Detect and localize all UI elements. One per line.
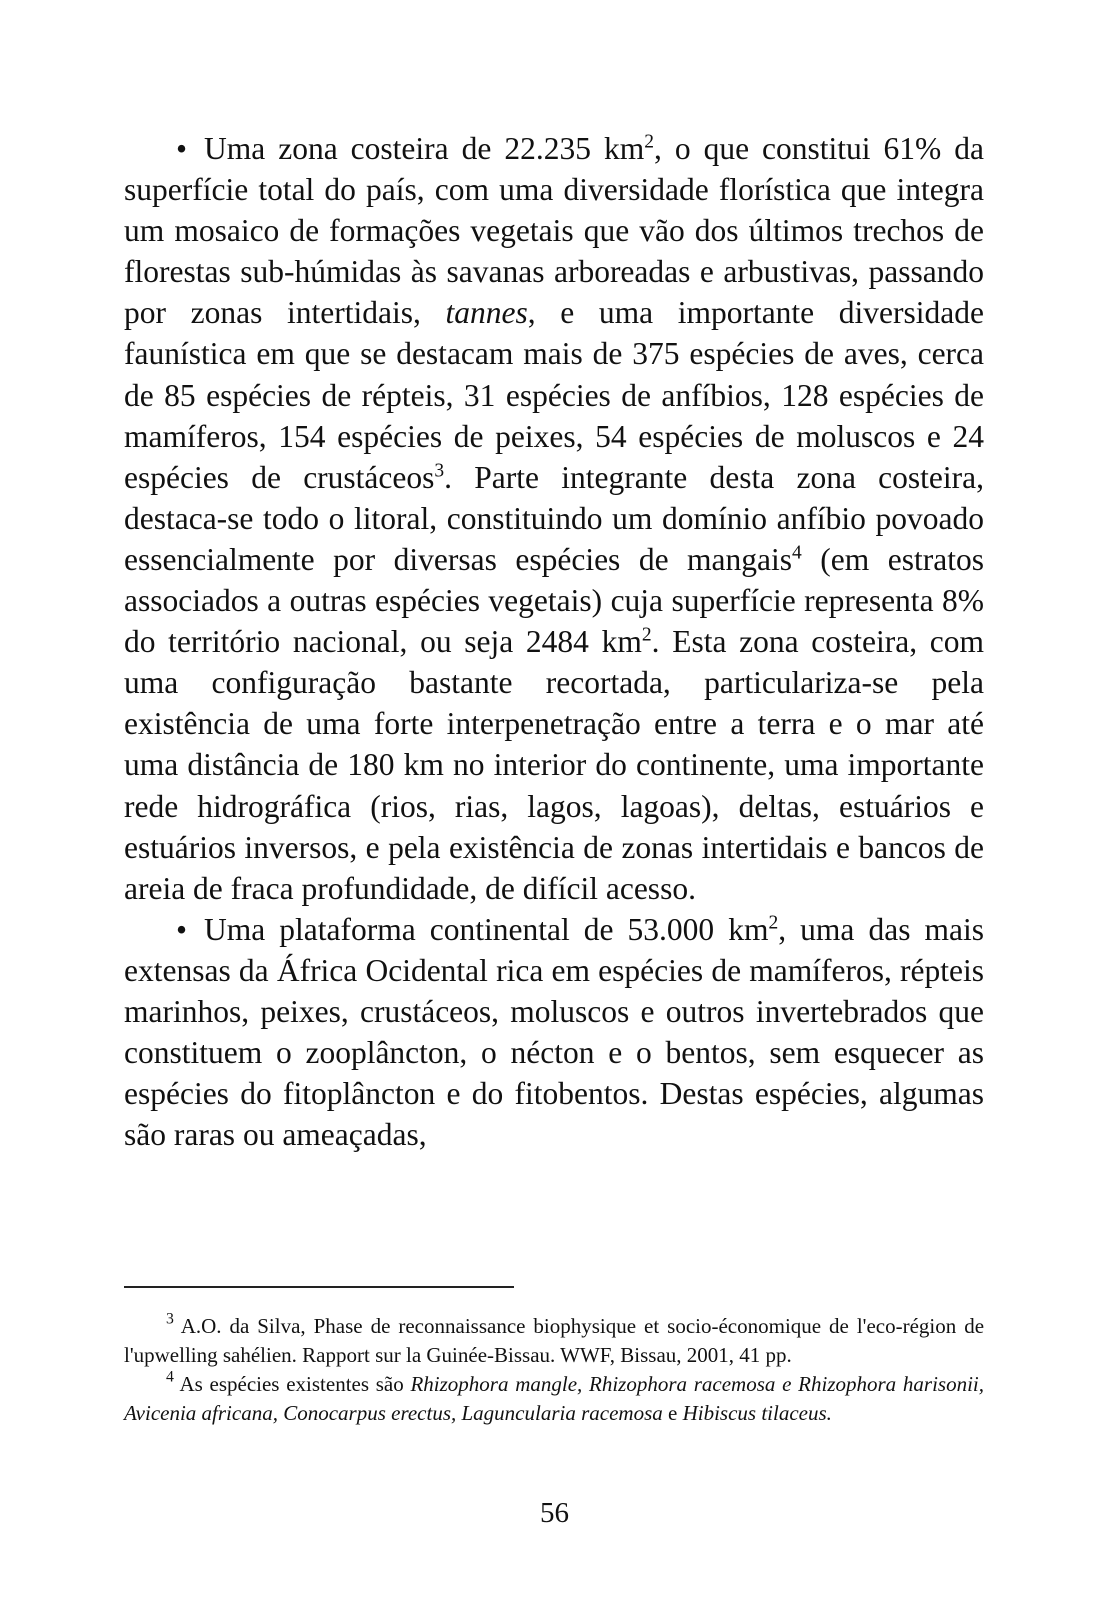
text-run: Uma zona costeira de 22.235 km [204, 131, 645, 166]
text-run: . Parte integrante desta zona costeira, destaca-se todo o litoral, constituindo um domínio anfíbio povoado essencialmente por diversas espécies de mangais [124, 459, 985, 577]
text-run: , e uma importante diversidade faunística em que se destacam mais de 375 espécies de aves, cerca de 85 espécies de répteis, 31 espécies de anfíbios, 128 espécies de mamíferos, 154 espécies de peixes, 54 espécies de moluscos e 24 espécies de crustáceos [124, 295, 984, 495]
text-run: , o que constitui 61% da superfície total do país, com uma diversidade florística que integra um mosaico de formações vegetais que vão dos últimos trechos de florestas sub-húmidas às savanas arboreadas e arbustivas, passando por zonas intertidais, [124, 131, 984, 331]
superscript: 2 [644, 131, 654, 153]
footnote-3 [124, 1312, 984, 1370]
footnote-divider [124, 1286, 514, 1288]
superscript: 2 [768, 912, 779, 934]
footnote-mark: 4 [166, 1368, 174, 1386]
footnotes [124, 1312, 984, 1428]
bullet-icon: • [176, 131, 188, 166]
footnote-4 [124, 1370, 984, 1428]
species-list: Rhizophora mangle, Rhizophora racemosa e Rhizophora harisonii, Avicenia africana, Conocarpus erectus, Laguncularia racemosa [124, 1372, 984, 1425]
footnote-text: A.O. da Silva, Phase de reconnaissance biophysique et socio-économique de l'eco-région de l'upwelling sahélien. Rapport sur la Guinée-Bissau. WWF, Bissau, 2001, 41 pp. [124, 1314, 985, 1367]
footnote-mark: 3 [166, 1310, 174, 1328]
footnote-ref-4: 4 [792, 542, 802, 564]
page-number: 56 [540, 1497, 569, 1529]
superscript: 2 [641, 624, 652, 646]
footnote-text: e [662, 1401, 683, 1425]
italic-term: tannes [445, 295, 528, 331]
footnote-ref-3: 3 [434, 460, 445, 482]
bullet-icon: • [176, 911, 188, 947]
text-run: , uma das mais extensas da África Ocidental rica em espécies de mamíferos, répteis marinhos, peixes, crustáceos, moluscos e outros invertebrados que constituem o zooplâncton, o nécton e o bentos, sem esquecer as espécies do fitoplâncton e do fitobentos. Destas espécies, algumas são raras ou ameaçadas, [124, 911, 984, 1153]
paragraph-continental-shelf [124, 909, 984, 1156]
species-list: Hibiscus tilaceus. [682, 1401, 832, 1425]
text-run: . Esta zona costeira, com uma configuração bastante recortada, particulariza-se pela existência de uma forte interpenetração entre a terra e o mar até uma distância de 180 km no interior do continente, uma importante rede hidrográfica (rios, rias, lagos, lagoas), deltas, estuários e estuários inversos, e pela existência de zonas intertidais e bancos de areia de fraca profundidade, de difícil acesso. [124, 624, 985, 906]
paragraph-coastal-zone [124, 128, 984, 909]
body-text [124, 128, 984, 1155]
text-run: (em estratos associados a outras espécies vegetais) cuja superfície representa 8% do território nacional, ou seja 2484 km [124, 541, 984, 660]
footnote-text: As espécies existentes são [179, 1372, 411, 1396]
text-run: Uma plataforma continental de 53.000 km [204, 911, 769, 947]
